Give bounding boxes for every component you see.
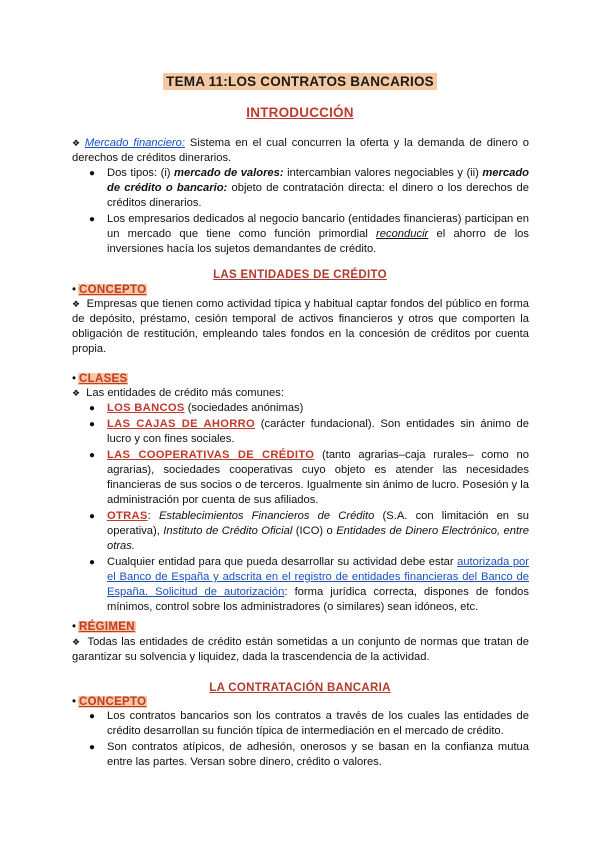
section-heading-contratacion: LA CONTRATACIÓN BANCARIA [209,682,391,694]
list-item: ● Dos tipos: (i) mercado de valores: intercambian valores negociables y (ii) mercado de crédito o bancario: objeto de contratación directa: el dinero o los derechos de créditos dinerarios. [89,167,529,209]
list-item: ● Los empresarios dedicados al negocio bancario (entidades financieras) participan en un mercado que tiene como función primordial reconducir el ahorro de los inversiones hacía los sujetos demandantes de crédito. [89,213,529,255]
subheading-regimen: • RÉGIMEN [72,621,135,633]
list-item: ● OTRAS: Establecimientos Financieros de Crédito (S.A. con limitación en su operativa), Instituto de Crédito Oficial (ICO) o Entidades de Dinero Electrónico, entre otras. [89,510,530,552]
autorizacion-link[interactable]: autorizada por el Banco de España y adscrita en el registro de entidades financieras del Banco de España. Solicitud de autorización [107,556,529,598]
bullet-icon: ● [89,168,96,179]
bullet-icon: ● [89,403,96,414]
regimen-paragraph: ❖ Todas las entidades de crédito están sometidas a un conjunto de normas que tratan de garantizar su solvencia y liquidez, dada la trascendencia de la actividad. [72,636,529,663]
bullet-icon: ● [89,450,96,461]
list-item: ● LOS BANCOS (sociedades anónimas) [89,402,304,414]
bullet-icon: ● [89,214,96,225]
subheading-concepto-contratacion: • CONCEPTO [72,696,147,708]
clases-list [89,401,529,616]
list-item: ● Cualquier entidad para que pueda desarrollar su actividad debe estar autorizada por el Banco de España y adscrita en el registro de entidades financieras del Banco de España. Solicitud de autorización: forma jurídica correcta, dispones de fondos mínimos, control sobre los administradores (o similares) sean idóneos, etc. [89,556,529,613]
bullet-icon: ● [89,742,96,753]
diamond-bullet-icon: ❖ [72,388,81,398]
bullet-icon: ● [89,511,96,522]
bullet-icon: ● [89,711,96,722]
intro-heading: INTRODUCCIÓN [246,105,354,120]
list-item: ● Son contratos atípicos, de adhesión, onerosos y se basan en la confianza mutua entre las partes. Versan sobre dinero, crédito o valores. [89,741,529,768]
intro-bullet-list [89,166,529,258]
subheading-concepto: • CONCEPTO [72,284,147,296]
list-item: ● LAS COOPERATIVAS DE CRÉDITO (tanto agrarias–caja rurales– como no agrarias), sociedades cooperativas cuyo objeto es atender las necesidades financieras de sus socios o de terceros. Igualmente sin ánimo de lucro. Posesión y la administración por cuenta de sus afiliados. [89,449,529,506]
mercado-financiero-link[interactable]: Mercado financiero: [84,137,185,149]
bullet-icon: ● [89,419,96,430]
list-item: ● Los contratos bancarios son los contratos a través de los cuales las entidades de crédito desarrollan su función típica de intermediación en el mercado de crédito. [89,710,529,737]
diamond-bullet-icon: ❖ [72,637,81,647]
concepto-paragraph: ❖ Empresas que tienen como actividad típica y habitual captar fondos del público en forma de depósito, préstamo, cesión temporal de activos financieros y otros que comporten la obligación de restitución, empleando tales fondos en la concesión de créditos por cuenta propia. [72,298,529,355]
subheading-clases: • CLASES [72,373,128,385]
contratacion-list [89,709,529,771]
diamond-bullet-icon: ❖ [72,299,81,309]
section-heading-entidades: LAS ENTIDADES DE CRÉDITO [213,269,387,281]
diamond-bullet-icon: ❖ [72,138,82,148]
list-item: ● LAS CAJAS DE AHORRO (carácter fundacional). Son entidades sin ánimo de lucro y con fines sociales. [89,418,529,445]
bullet-icon: ● [89,557,96,568]
intro-paragraph: ❖ Mercado financiero: Sistema en el cual concurren la oferta y la demanda de dinero o derechos de créditos dinerarios. [72,137,529,164]
document-title: TEMA 11:LOS CONTRATOS BANCARIOS [163,73,437,90]
clases-intro: ❖ Las entidades de crédito más comunes: [72,387,284,399]
